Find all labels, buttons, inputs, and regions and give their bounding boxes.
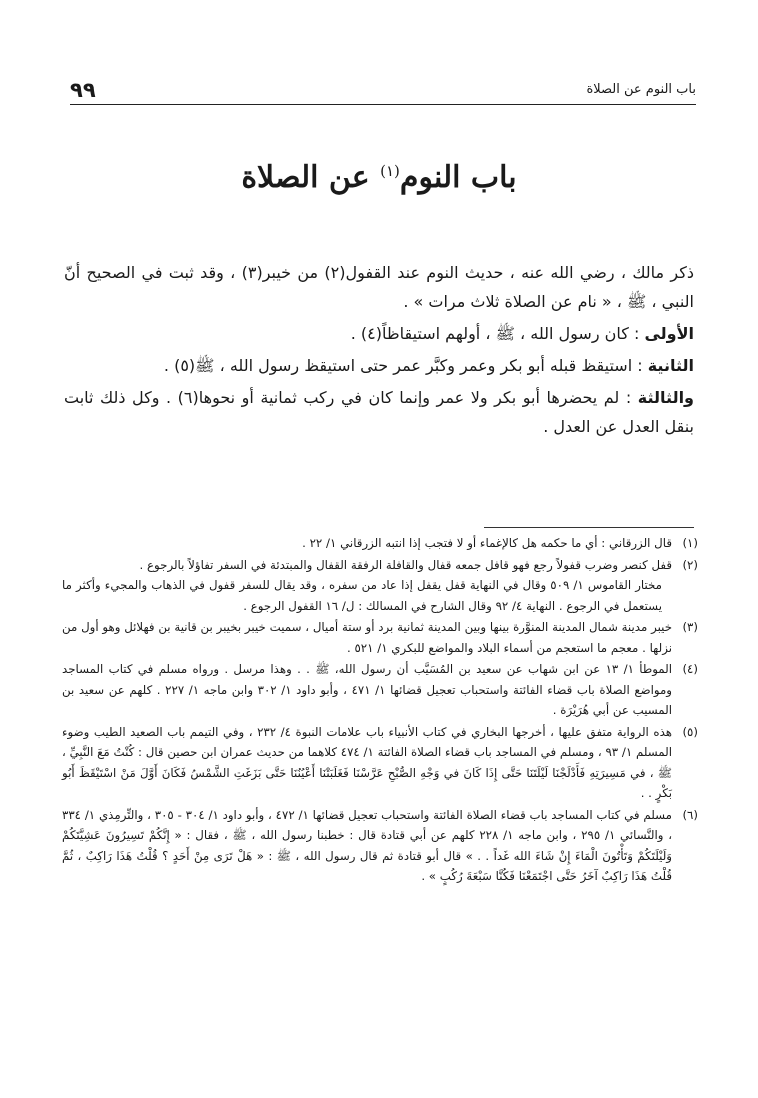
footnote-text: قال الزرقاني : أي ما حكمه هل كالإغماء أو لا فتجب إذا انتبه الزرقاني ١/ ٢٢ . [302,536,672,550]
item-first [64,319,694,348]
footnote-continuation: مختار القاموس ١/ ٥٠٩ وقال في النهاية قفل يقفل إذا عاد من سفره ، وقد يقال للسفر قفول في الذهاب والمجيء وأكثر ما يستعمل في الرجوع . النهاية ٤/ ٩٢ وقال الشارح في المسالك : ل/ ١٦ القفول الرجوع . [62,578,662,613]
intro-paragraph: ذكر مالك ، رضي الله عنه ، حديث النوم عند القفول(٢) من خيبر(٣) ، وقد ثبت في الصحيح أنّ النبي ، ﷺ ، « نام عن الصلاة ثلاث مرات » . [64,263,694,311]
item-text: : لم يحضرها أبو بكر ولا عمر وإنما كان في ركب ثمانية أو نحوها(٦) . وكل ذلك ثابت بنقل العدل عن العدل . [64,388,694,436]
footnote-text: الموطأ ١/ ١٣ عن ابن شهاب عن سعيد بن المُسَيَّب أن رسول الله، ﷺ . . وهذا مرسل . ورواه مسلم في كتاب المساجد ومواضع الصلاة باب قضاء الفائتة واستحباب تعجيل قضائها ١/ ٤٧١ ، وأبو داود ١/ ٣٠٢ وابن ماجه ١/ ٢٢٧ . كلهم عن سعيد بن المسيب عن أبي هُرَيْرَة . [62,662,673,717]
running-header [70,80,696,105]
item-label: والثالثة [637,388,694,407]
footnote [62,722,698,804]
footnote-number: (٥) [682,724,698,739]
footnote [62,533,698,554]
footnote-text: خيبر مدينة شمال المدينة المنوَّرة بينها وبين المدينة ثمانية برد أو ستة أميال ، سميت خيبر بخيبر بن قانية بن فهلائل وهو أول من نزلها . معجم ما استعجم من أسماء البلاد والمواضع للبكري ١/ ٥٢١ . [62,620,672,655]
chapter-title-end: عن الصلاة [241,160,370,195]
footnote-text: مسلم في كتاب المساجد باب قضاء الصلاة الفائتة واستحباب تعجيل قضائها ١/ ٤٧٢ ، وأبو داود ١/ ٣٠٤ - ٣٠٥ ، والتِّرمِذي ١/ ٣٣٤ ، والنَّسائي ١/ ٢٩٥ ، وابن ماجه ١/ ٢٢٨ كلهم عن أبي قتادة قال : خطبنا رسول الله ، ﷺ ، فقال : « إِنَّكُمْ تَسِيرُونَ عَشِيَّتَكُمْ وَلَيْلَتَكُمْ وَتَأْتُونَ الْمَاءَ إِنْ شَاءَ الله غَداً . . » قال أبو قتادة ثم قال رسول الله ، ﷺ : « هَلْ تَرَى مِنْ أَحَدٍ ؟ قُلْتُ هَذَا رَاكِبٌ ، ثُمَّ قُلْتُ هَذَا رَاكِبٌ آخَرُ حَتَّى اجْتَمَعْنَا فَكُنَّا سَبْعَةَ رُكُبٍ » . [62,807,673,883]
footnote-number: (١) [682,536,698,550]
item-second [64,351,694,380]
footnote [62,805,698,887]
footnote-text: قفل كنصر وضرب قفولاً رجع فهو قافل جمعه قفال والقافلة الرفقة القفال والمبتدئة في السفر تفاؤلاً بالرجوع . [139,557,672,572]
item-label: الثانية [647,356,694,375]
footnote-separator [484,527,694,528]
footnotes [62,533,698,888]
footnote-text: هذه الرواية متفق عليها ، أخرجها البخاري في كتاب الأنبياء باب علامات النبوة ٤/ ٢٣٢ ، وفي التيمم باب الصعيد الطيب وضوء المسلم ١/ ٩٣ ، ومسلم في المساجد باب قضاء الصلاة الفائتة ١/ ٤٧٤ كلاهما من حديث عمران ابن حصين قال : كُنْتُ مَعَ النَّبِيِّ ، ﷺ ، في مَسِيرَتِهِ فَأَدْلَجْنَا لَيْلَتَنَا حَتَّى إِذَا كَانَ في وَجْهِ الصُّبْحِ عَرَّسْنَا فَغَلَبَتْنَا أَعْيُنُنَا حَتَّى بَزَغَتِ الشَّمْسُ فَكَانَ أَوَّلَ مَنْ اسْتَيْقَظَ أَبُو بَكْرٍ . . [62,724,672,800]
footnote-number: (٦) [682,807,698,822]
item-third [64,383,694,441]
footnote [62,555,698,617]
item-label: الأولى [644,324,694,343]
chapter-title-start: باب النوم [399,160,517,195]
footnote-number: (٢) [682,557,698,572]
footnote [62,659,698,721]
item-text: : كان رسول الله ، ﷺ ، أولهم استيقاظاً(٤) . [350,324,640,343]
chapter-title [0,160,758,195]
page-number: ٩٩ [70,78,96,102]
chapter-footnote-ref: (١) [380,162,400,180]
footnote [62,617,698,658]
footnote-number: (٤) [682,662,698,676]
main-text [64,258,694,444]
item-text: : استيقظ قبله أبو بكر وعمر وكبَّر عمر حتى استيقظ رسول الله ، ﷺ(٥) . [163,356,643,375]
footnote-number: (٣) [682,620,698,634]
running-title: باب النوم عن الصلاة [586,82,696,97]
